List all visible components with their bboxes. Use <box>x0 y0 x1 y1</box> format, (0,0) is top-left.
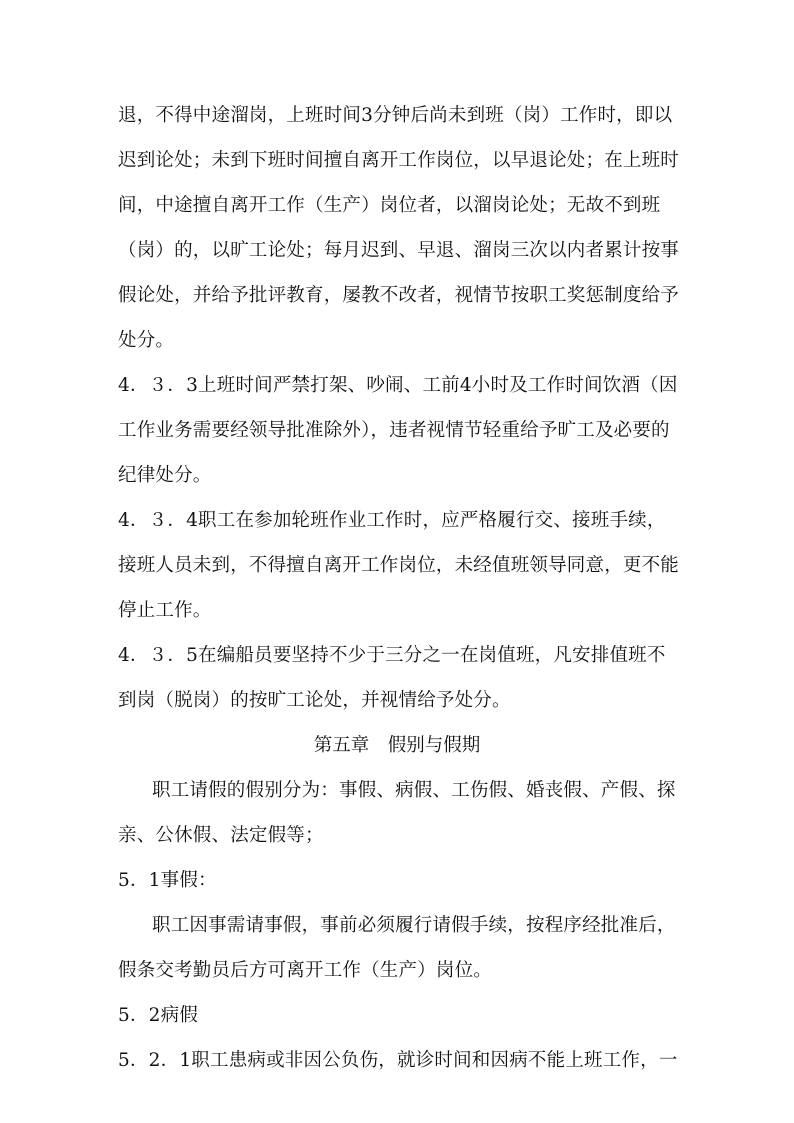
section-title: 5．2病假 <box>118 1005 199 1026</box>
paragraph-line: 处分。 <box>118 330 175 351</box>
paragraph-line: 工作业务需要经领导批准除外），违者视情节轻重给予旷工及必要的 <box>118 420 670 441</box>
paragraph-line: 职工请假的假别分为：事假、病假、工伤假、婚丧假、产假、探 <box>152 780 676 801</box>
paragraph-line: 到岗（脱岗）的按旷工论处，并视情给予处分。 <box>118 690 511 711</box>
paragraph-line: 纪律处分。 <box>118 465 212 486</box>
paragraph-line: 职工因事需请事假，事前必须履行请假手续，按程序经批准后， <box>152 915 676 936</box>
paragraph-line: 4．３．5在编船员要坚持不少于三分之一在岗值班，凡安排值班不 <box>118 645 666 666</box>
paragraph-line: 亲、公休假、法定假等； <box>118 825 324 846</box>
chapter-title: 第五章 假别与假期 <box>313 735 481 756</box>
paragraph-line: 5．2．1职工患病或非因公负伤，就诊时间和因病不能上班工作，一 <box>118 1050 678 1071</box>
paragraph-line: 假论处，并给予批评教育，屡教不改者，视情节按职工奖惩制度给予 <box>118 285 680 306</box>
paragraph-line: 停止工作。 <box>118 600 212 621</box>
paragraph-line: 间，中途擅自离开工作（生产）岗位者，以溜岗论处；无故不到班 <box>118 195 661 216</box>
paragraph-line: 退，不得中途溜岗，上班时间3分钟后尚未到班（岗）工作时，即以 <box>118 105 673 126</box>
paragraph-line: 4．３．4职工在参加轮班作业工作时，应严格履行交、接班手续， <box>118 510 666 531</box>
paragraph-line: 4．３．3上班时间严禁打架、吵闹、工前4小时及工作时间饮酒（因 <box>118 375 678 396</box>
paragraph-line: 接班人员未到，不得擅自离开工作岗位，未经值班领导同意，更不能 <box>118 555 680 576</box>
paragraph-line: （岗）的，以旷工论处；每月迟到、早退、溜岗三次以内者累计按事 <box>118 240 680 261</box>
paragraph-line: 假条交考勤员后方可离开工作（生产）岗位。 <box>118 960 493 981</box>
section-title: 5．1事假： <box>118 870 217 891</box>
paragraph-line: 迟到论处；未到下班时间擅自离开工作岗位，以早退论处；在上班时 <box>118 150 680 171</box>
